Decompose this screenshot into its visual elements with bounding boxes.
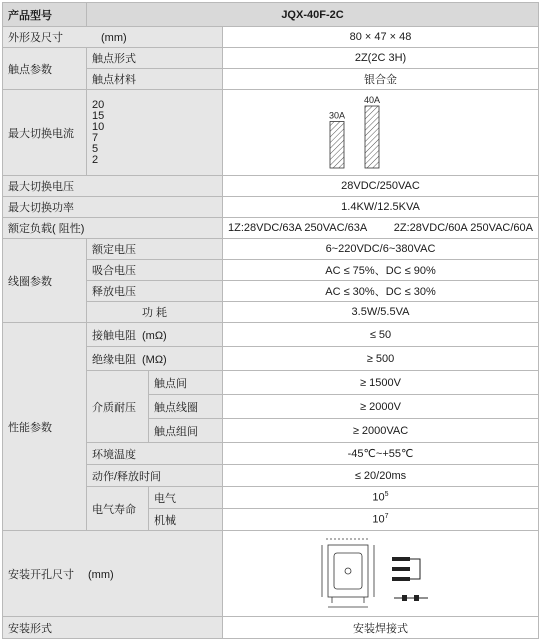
performance-params-label: 性能参数 (3, 323, 87, 531)
coil-release-voltage-value: AC ≤ 30%、DC ≤ 30% (223, 281, 539, 302)
max-current-label: 最大切换电流 (3, 90, 87, 176)
current-bar-label: 30A (328, 110, 345, 121)
current-tick-list (92, 100, 217, 166)
contact-resistance-label-cell (87, 323, 223, 347)
dielectric-contacts-label: 触点间 (149, 371, 223, 395)
current-tick: 2 (92, 153, 99, 166)
operate-release-time-value: ≤ 20/20ms (223, 465, 539, 487)
rated-load-value-cell (223, 218, 539, 239)
max-voltage-value: 28VDC/250VAC (223, 176, 539, 197)
coil-power-value: 3.5W/5.5VA (223, 302, 539, 323)
contact-resistance-value: ≤ 50 (223, 323, 539, 347)
contact-params-label: 触点参数 (3, 48, 87, 90)
relay-outline-drawing (322, 539, 374, 607)
life-label: 电气寿命 (87, 487, 149, 531)
max-current-bars (224, 90, 538, 172)
max-current-chart (223, 90, 539, 176)
dielectric-contact-coil-label: 触点线圈 (149, 395, 223, 419)
coil-rated-voltage-label: 额定电压 (87, 239, 223, 260)
life-mechanical-value (223, 509, 539, 531)
contact-resistance-unit: (mΩ) (142, 329, 167, 342)
mounting-drawing-cell (223, 531, 539, 617)
size-unit: (mm) (101, 32, 127, 44)
max-power-label: 最大切换功率 (3, 197, 223, 218)
coil-pickup-voltage-value: AC ≤ 75%、DC ≤ 90% (223, 260, 539, 281)
install-type-label: 安装形式 (3, 617, 223, 639)
mounting-drawing (224, 531, 538, 613)
life-mechanical-exp: 7 (384, 513, 389, 521)
install-type-value: 安装焊接式 (223, 617, 539, 639)
size-label-cell (3, 27, 223, 48)
life-electrical-base: 10 (372, 491, 385, 504)
current-tick: 15 (92, 109, 105, 122)
life-electrical-label: 电气 (149, 487, 223, 509)
coil-power-label: 功 耗 (87, 302, 223, 323)
contact-resistance-label: 接触电阻 (92, 329, 136, 342)
dielectric-contact-groups-value: ≥ 2000VAC (223, 419, 539, 443)
coil-release-voltage-label: 释放电压 (87, 281, 223, 302)
product-model-value: JQX-40F-2C (87, 3, 539, 27)
rated-load-1z: 1Z:28VDC/63A 250VAC/63A (228, 222, 368, 234)
current-tick: 7 (92, 131, 99, 144)
insulation-resistance-label: 绝缘电阻 (92, 353, 136, 366)
coil-rated-voltage-value: 6~220VDC/6~380VAC (223, 239, 539, 260)
current-tick: 20 (92, 98, 105, 111)
life-electrical-exp: 5 (384, 491, 389, 499)
contact-material-label: 触点材料 (87, 69, 223, 90)
dielectric-contacts-value: ≥ 1500V (223, 371, 539, 395)
current-bar (365, 106, 379, 168)
life-mechanical-base: 10 (372, 513, 385, 526)
contact-form-label: 触点形式 (87, 48, 223, 69)
contact-material-value: 银合金 (223, 69, 539, 90)
max-current-ticks (87, 90, 223, 176)
insulation-resistance-value: ≥ 500 (223, 347, 539, 371)
mounting-hole-label: 安装开孔尺寸 (8, 568, 74, 581)
coil-pickup-voltage-label: 吸合电压 (87, 260, 223, 281)
mounting-hole-unit: (mm) (88, 568, 114, 581)
max-voltage-label: 最大切换电压 (3, 176, 223, 197)
rated-load-label: 额定负载( 阻性) (3, 218, 223, 239)
max-power-value: 1.4KW/12.5KVA (223, 197, 539, 218)
insulation-resistance-unit: (MΩ) (142, 353, 167, 366)
rated-load-2z: 2Z:28VDC/60A 250VAC/60A (393, 222, 533, 234)
insulation-resistance-label-cell (87, 347, 223, 371)
contact-form-value: 2Z(2C 3H) (223, 48, 539, 69)
dielectric-strength-label: 介质耐压 (87, 371, 149, 443)
spec-table (2, 2, 539, 639)
ambient-temp-label: 环境温度 (87, 443, 223, 465)
current-tick: 10 (92, 120, 105, 133)
life-mechanical-label: 机械 (149, 509, 223, 531)
size-label: 外形及尺寸 (8, 32, 63, 44)
dielectric-contact-groups-label: 触点组间 (149, 419, 223, 443)
current-bar-label: 40A (363, 95, 380, 105)
dielectric-contact-coil-value: ≥ 2000V (223, 395, 539, 419)
product-model-label: 产品型号 (3, 3, 87, 27)
operate-release-time-label: 动作/释放时间 (87, 465, 223, 487)
mounting-hole-label-cell (3, 531, 223, 617)
current-bar (330, 122, 344, 169)
ambient-temp-value: -45℃~+55℃ (223, 443, 539, 465)
life-electrical-value (223, 487, 539, 509)
current-tick: 5 (92, 142, 99, 155)
size-value: 80 × 47 × 48 (223, 27, 539, 48)
coil-params-label: 线圈参数 (3, 239, 87, 323)
